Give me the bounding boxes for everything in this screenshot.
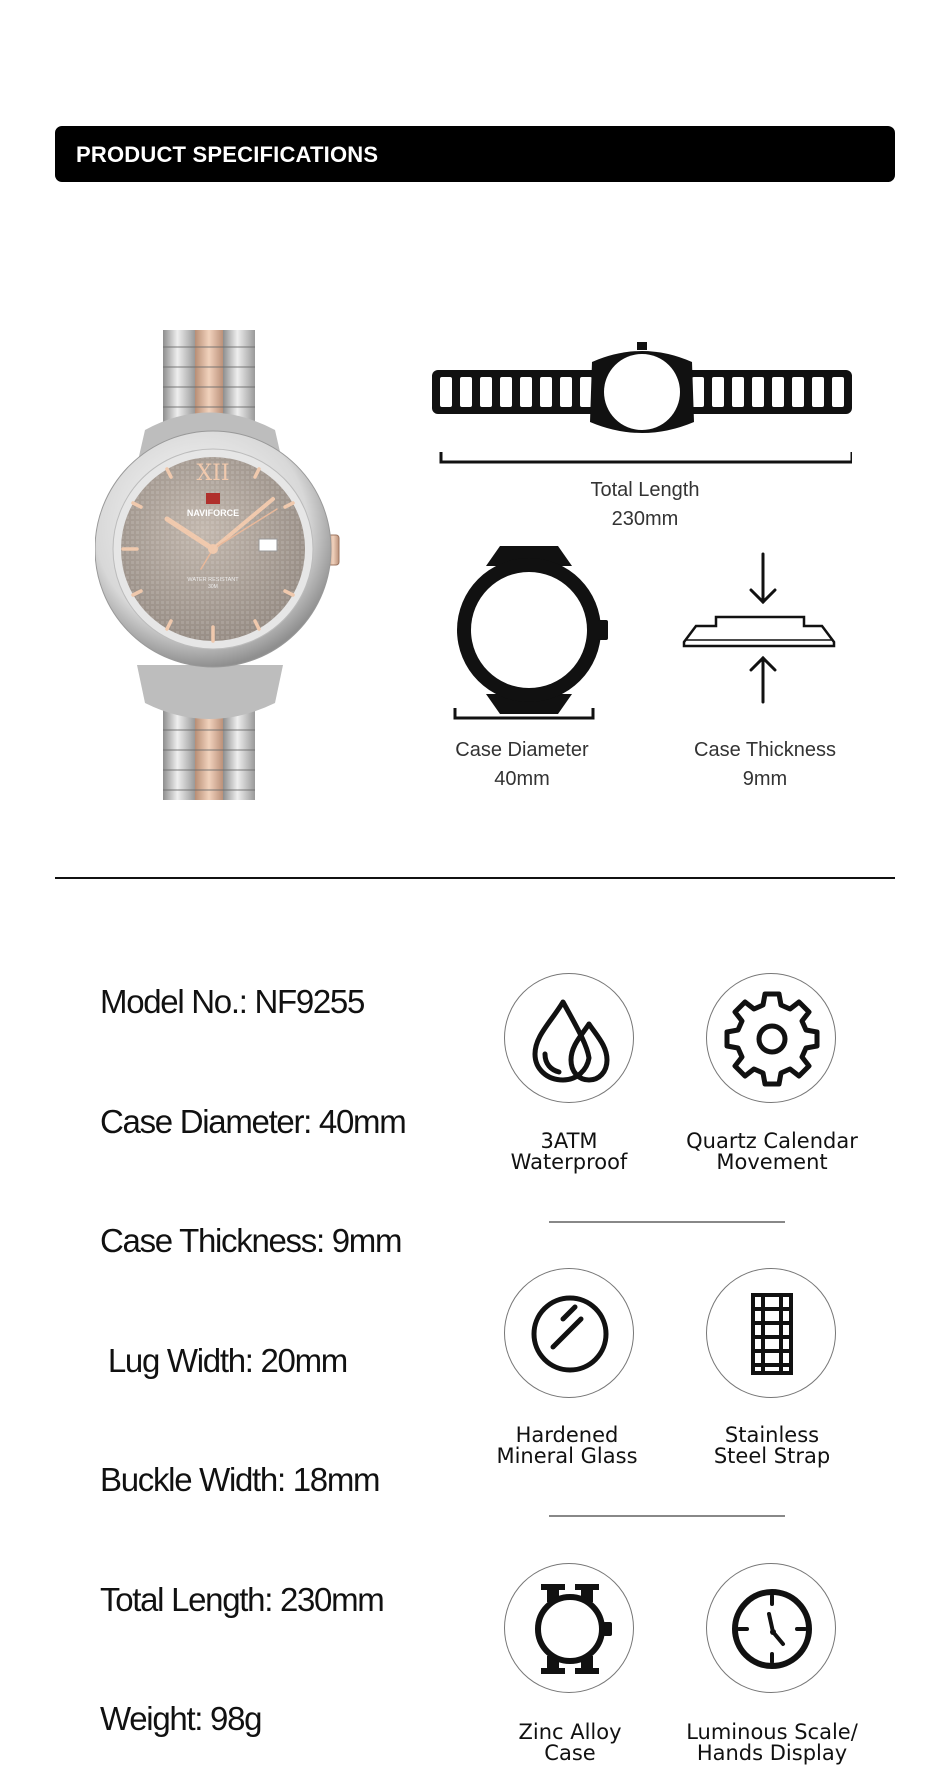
feature-strap	[706, 1268, 836, 1398]
clock-icon	[707, 1564, 837, 1694]
spec-buckle-width: Buckle Width: 18mm	[100, 1461, 380, 1498]
water-drops-icon	[505, 974, 635, 1104]
case-thickness-label: Case Thickness 9mm	[694, 739, 836, 790]
feature-movement	[706, 973, 836, 1103]
gear-icon	[707, 974, 837, 1104]
spec-case-thickness: Case Thickness: 9mm	[100, 1222, 402, 1259]
feature-movement-label: Quartz Calendar Movement	[686, 1129, 858, 1174]
watch-case-icon	[505, 1564, 635, 1694]
feature-glass-label: Hardened Mineral Glass	[496, 1423, 638, 1468]
feature-separator-1	[549, 1221, 785, 1223]
spec-model-number: Model No.: NF9255	[100, 983, 365, 1020]
feature-luminous	[706, 1563, 836, 1693]
feature-case	[504, 1563, 634, 1693]
strap-icon	[707, 1269, 837, 1399]
total-length-label: Total Length 230mm	[590, 479, 700, 530]
dial-brand: NAVIFORCE	[186, 508, 240, 518]
feature-luminous-label: Luminous Scale/ Hands Display	[686, 1720, 858, 1765]
total-length-diagram	[432, 340, 852, 466]
dial-depth: 30M	[208, 584, 218, 590]
feature-strap-label: Stainless Steel Strap	[713, 1423, 831, 1468]
spec-weight: Weight: 98g	[100, 1700, 262, 1737]
dial-text: WATER RESISTANT	[187, 577, 239, 583]
feature-separator-2	[549, 1515, 785, 1517]
feature-waterproof-label: 3ATM Waterproof	[510, 1129, 628, 1174]
watch-product-image	[95, 325, 355, 805]
banner-title: PRODUCT SPECIFICATIONS	[76, 142, 379, 167]
dial-numeral: XII	[196, 461, 230, 486]
spec-case-diameter: Case Diameter: 40mm	[100, 1103, 406, 1140]
case-diameter-label: Case Diameter 40mm	[455, 739, 589, 790]
section-divider	[55, 877, 895, 879]
feature-glass	[504, 1268, 634, 1398]
spec-lug-width: Lug Width: 20mm	[100, 1342, 347, 1379]
specifications-banner	[55, 126, 895, 182]
glass-icon	[505, 1269, 635, 1399]
spec-total-length: Total Length: 230mm	[100, 1581, 384, 1618]
case-diameter-diagram	[448, 542, 608, 722]
feature-case-label: Zinc Alloy Case	[518, 1720, 622, 1765]
case-thickness-diagram	[680, 550, 840, 710]
feature-waterproof	[504, 973, 634, 1103]
